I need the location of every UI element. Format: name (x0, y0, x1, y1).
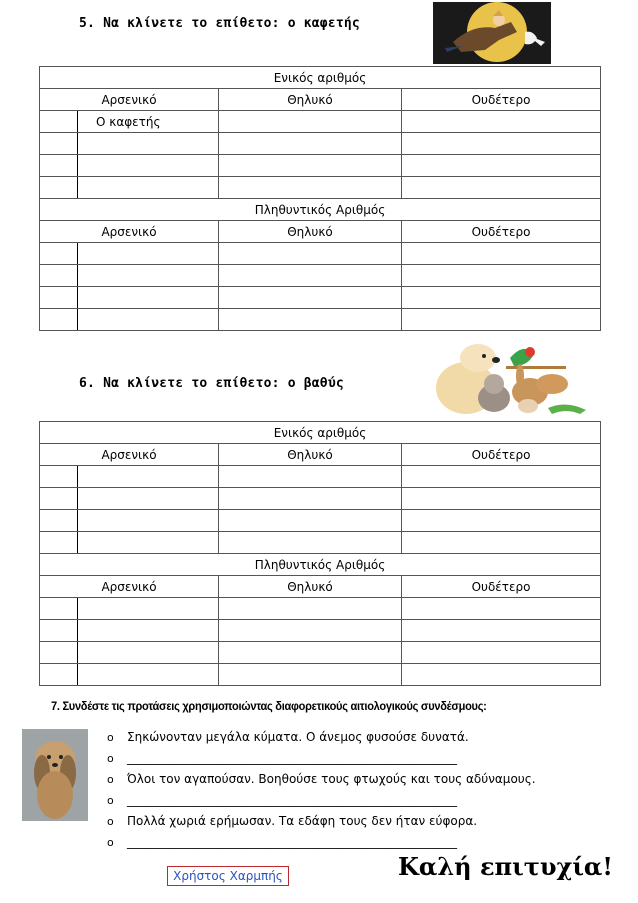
answer-cell[interactable] (402, 265, 601, 287)
case-cell (40, 287, 78, 309)
answer-cell[interactable] (402, 510, 601, 532)
column-masculine: Αρσενικό (40, 576, 219, 598)
column-feminine: Θηλυκό (219, 89, 402, 111)
column-neuter: Ουδέτερο (402, 221, 601, 243)
case-cell (40, 265, 78, 287)
answer-cell[interactable] (78, 265, 219, 287)
answer-cell[interactable] (219, 243, 402, 265)
answer-cell[interactable] (402, 287, 601, 309)
answer-cell[interactable] (219, 488, 402, 510)
answer-cell[interactable] (402, 243, 601, 265)
answer-cell[interactable] (402, 488, 601, 510)
animals-illustration (430, 336, 590, 420)
bullet-mark: o (107, 836, 114, 849)
answer-cell[interactable] (402, 466, 601, 488)
case-cell (40, 243, 78, 265)
list-item (107, 769, 536, 790)
bullet-mark: o (107, 794, 114, 807)
adjective-table-kafetis (39, 66, 601, 331)
answer-cell[interactable] (402, 155, 601, 177)
answer-cell[interactable] (402, 133, 601, 155)
answer-cell[interactable] (78, 309, 219, 331)
answer-cell[interactable] (219, 111, 402, 133)
answer-cell[interactable] (219, 532, 402, 554)
case-cell (40, 598, 78, 620)
bullet-mark: o (107, 773, 114, 786)
exercise-7-title: 7. Συνδέστε τις προτάσεις χρησιμοποιώντας διαφορετικούς αιτιολογικούς συνδέσμους: (51, 699, 487, 713)
tintin-illustration (433, 2, 551, 64)
answer-cell[interactable] (78, 510, 219, 532)
answer-cell[interactable] (402, 598, 601, 620)
answer-cell[interactable] (402, 309, 601, 331)
sentence-text: Σηκώνονταν μεγάλα κύματα. Ο άνεμος φυσούσε δυνατά. (127, 730, 469, 744)
sentence-text: Όλοι τον αγαπούσαν. Βοηθούσε τους φτωχούς και τους αδύναμους. (127, 772, 536, 786)
answer-cell[interactable] (78, 243, 219, 265)
bullet-mark: o (107, 752, 114, 765)
column-masculine: Αρσενικό (40, 89, 219, 111)
dog-photo (22, 729, 88, 821)
answer-cell[interactable] (78, 133, 219, 155)
singular-header: Ενικός αριθμός (40, 67, 601, 89)
case-cell (40, 155, 78, 177)
plural-header: Πληθυντικός Αριθμός (40, 199, 601, 221)
case-cell (40, 133, 78, 155)
singular-header: Ενικός αριθμός (40, 422, 601, 444)
list-item[interactable] (107, 832, 536, 853)
sentence-text: Πολλά χωριά ερήμωσαν. Τα εδάφη τους δεν ήταν εύφορα. (127, 814, 478, 828)
list-item[interactable] (107, 748, 536, 769)
bullet-mark: o (107, 815, 114, 828)
answer-cell[interactable] (219, 598, 402, 620)
answer-cell[interactable] (78, 664, 219, 686)
answer-cell[interactable] (78, 177, 219, 199)
answer-cell[interactable] (219, 177, 402, 199)
answer-cell[interactable] (78, 287, 219, 309)
good-luck-text: Καλή επιτυχία! (398, 852, 613, 881)
column-masculine: Αρσενικό (40, 444, 219, 466)
answer-cell[interactable] (402, 177, 601, 199)
column-feminine: Θηλυκό (219, 221, 402, 243)
plural-header: Πληθυντικός Αριθμός (40, 554, 601, 576)
answer-cell[interactable] (219, 309, 402, 331)
answer-cell[interactable] (219, 620, 402, 642)
author-name-box: Χρήστος Χαρμπής (167, 866, 289, 886)
column-feminine: Θηλυκό (219, 444, 402, 466)
adjective-table-vathys (39, 421, 601, 686)
list-item (107, 811, 536, 832)
bullet-mark: o (107, 731, 114, 744)
case-cell (40, 642, 78, 664)
answer-cell[interactable] (78, 155, 219, 177)
answer-cell[interactable] (78, 642, 219, 664)
answer-line[interactable]: _______________________________________________________ (127, 793, 457, 807)
answer-cell[interactable] (219, 265, 402, 287)
column-neuter: Ουδέτερο (402, 576, 601, 598)
answer-cell[interactable] (219, 642, 402, 664)
case-cell (40, 466, 78, 488)
answer-cell[interactable] (219, 155, 402, 177)
masculine-nominative-value: Ο καφετής (78, 111, 219, 133)
case-cell (40, 510, 78, 532)
answer-cell[interactable] (219, 466, 402, 488)
answer-cell[interactable] (402, 642, 601, 664)
exercise-6-title: 6. Να κλίνετε το επίθετο: ο βαθύς (79, 376, 344, 391)
answer-cell[interactable] (219, 664, 402, 686)
answer-cell[interactable] (78, 620, 219, 642)
case-cell (40, 532, 78, 554)
list-item (107, 727, 536, 748)
sentence-list (107, 727, 536, 853)
answer-cell[interactable] (402, 111, 601, 133)
column-neuter: Ουδέτερο (402, 444, 601, 466)
answer-cell[interactable] (78, 488, 219, 510)
answer-cell[interactable] (78, 598, 219, 620)
answer-cell[interactable] (402, 664, 601, 686)
case-cell (40, 488, 78, 510)
case-cell (40, 111, 78, 133)
list-item[interactable] (107, 790, 536, 811)
column-masculine: Αρσενικό (40, 221, 219, 243)
case-cell (40, 177, 78, 199)
column-neuter: Ουδέτερο (402, 89, 601, 111)
case-cell (40, 620, 78, 642)
answer-cell[interactable] (219, 510, 402, 532)
answer-cell[interactable] (402, 620, 601, 642)
case-cell (40, 664, 78, 686)
answer-cell[interactable] (219, 287, 402, 309)
exercise-5-title: 5. Να κλίνετε το επίθετο: ο καφετής (79, 16, 360, 31)
answer-cell[interactable] (78, 532, 219, 554)
case-cell (40, 309, 78, 331)
answer-cell[interactable] (402, 532, 601, 554)
answer-cell[interactable] (78, 466, 219, 488)
column-feminine: Θηλυκό (219, 576, 402, 598)
answer-cell[interactable] (219, 133, 402, 155)
answer-line[interactable]: _______________________________________________________ (127, 751, 457, 765)
answer-line[interactable]: _______________________________________________________ (127, 835, 457, 849)
